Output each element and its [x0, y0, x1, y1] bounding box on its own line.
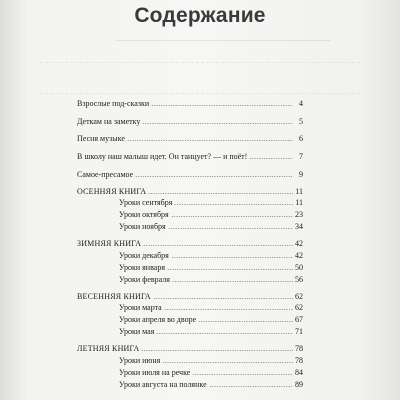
- dot-leader: [192, 374, 293, 375]
- dot-leader: [142, 123, 293, 124]
- toc-subentry: [119, 208, 303, 219]
- dot-leader: [167, 269, 293, 270]
- dot-leader: [127, 140, 293, 141]
- toc-entry-title: ОСЕННЯЯ КНИГА: [77, 187, 147, 196]
- toc-entry-title: Уроки марта: [119, 303, 162, 312]
- toc-entry-title: Уроки августа на полянке: [119, 380, 207, 389]
- dot-leader: [171, 216, 293, 217]
- toc-entry: [77, 97, 303, 108]
- toc-entry: [77, 115, 303, 126]
- toc-subentry: [119, 354, 303, 365]
- dot-leader: [151, 105, 293, 106]
- dot-leader: [164, 309, 293, 310]
- toc-entry-page: 34: [295, 222, 303, 231]
- toc-subentry: [119, 261, 303, 272]
- toc-entry-title: Песня музыке: [77, 134, 125, 143]
- dot-leader: [209, 386, 293, 387]
- toc-entry-title: Уроки ноября: [119, 222, 166, 231]
- toc-subentry: [119, 366, 303, 377]
- toc-subentry: [119, 273, 303, 284]
- toc-entry-page: 11: [295, 187, 303, 196]
- dot-leader: [143, 245, 293, 246]
- toc-entry-page: 78: [295, 356, 303, 365]
- toc-entry-page: 4: [299, 99, 303, 108]
- toc-entry-title: ВЕСЕННЯЯ КНИГА: [77, 292, 151, 301]
- toc-entry-title: Взрослые под-сказки: [77, 99, 150, 108]
- toc-entry-title: ЗИМНЯЯ КНИГА: [77, 239, 142, 248]
- toc-entry-page: 78: [295, 344, 303, 353]
- dot-leader: [162, 362, 293, 363]
- toc-entry-page: 89: [295, 380, 303, 389]
- dot-leader: [153, 298, 293, 299]
- toc-section-heading: [77, 342, 303, 353]
- toc-entry-title: Уроки декабря: [119, 251, 169, 260]
- toc-entry-page: 62: [295, 303, 303, 312]
- dot-leader: [172, 281, 293, 282]
- toc-entry: [77, 132, 303, 143]
- toc-entry-title: Деткам на заметку: [77, 117, 141, 126]
- toc-entry-page: 5: [299, 117, 303, 126]
- toc-subentry: [119, 378, 303, 389]
- toc-entry-title: Уроки мая: [119, 327, 155, 336]
- toc-entry-page: 42: [295, 251, 303, 260]
- toc-entry-page: 23: [295, 210, 303, 219]
- toc-section-heading: [77, 290, 303, 301]
- dot-leader: [249, 158, 293, 159]
- dot-leader: [148, 193, 293, 194]
- toc-entry-page: 50: [295, 263, 303, 272]
- toc-subentry: [119, 313, 303, 324]
- dot-leader: [168, 228, 293, 229]
- toc-entry-title: Уроки февраля: [119, 275, 170, 284]
- toc-entry-title: ЛЕТНЯЯ КНИГА: [77, 344, 140, 353]
- toc-entry-page: 42: [295, 239, 303, 248]
- toc-entry-title: Самое-пресамое: [77, 170, 134, 179]
- toc-entry: [77, 168, 303, 179]
- toc-subentry: [119, 301, 303, 312]
- toc-entry-page: 6: [299, 134, 303, 143]
- toc-entry-page: 62: [295, 292, 303, 301]
- toc-entry-title: В школу наш малыш идет. Он танцует? — и поёт!: [77, 152, 248, 161]
- toc-entry-title: Уроки января: [119, 263, 165, 272]
- toc-subentry: [119, 249, 303, 260]
- toc-entry-title: Уроки апреля во дворе: [119, 315, 197, 324]
- dot-leader: [171, 257, 293, 258]
- toc-entry-title: Уроки октября: [119, 210, 169, 219]
- toc-entry-page: 71: [295, 327, 303, 336]
- toc-entry: [77, 150, 303, 161]
- toc-entry-title: Уроки июля на речке: [119, 368, 191, 377]
- toc-entry-page: 56: [295, 275, 303, 284]
- toc-entry-title: Уроки сентября: [119, 198, 173, 207]
- toc-entry-page: 67: [295, 315, 303, 324]
- toc-entry-page: 84: [295, 368, 303, 377]
- dot-leader: [156, 333, 293, 334]
- toc-entry-title: Уроки июня: [119, 356, 161, 365]
- toc-section-heading: [77, 185, 303, 196]
- toc-entry-page: 9: [299, 170, 303, 179]
- toc-entry-page: 7: [299, 152, 303, 161]
- dot-leader: [198, 321, 293, 322]
- toc-section-heading: [77, 237, 303, 248]
- toc-entry-page: 11: [295, 198, 303, 207]
- page-title: Содержание: [134, 4, 266, 27]
- dot-leader: [174, 204, 293, 205]
- dot-leader: [135, 176, 293, 177]
- toc-subentry: [119, 220, 303, 231]
- dot-leader: [141, 350, 293, 351]
- toc-subentry: [119, 196, 303, 207]
- toc-subentry: [119, 325, 303, 336]
